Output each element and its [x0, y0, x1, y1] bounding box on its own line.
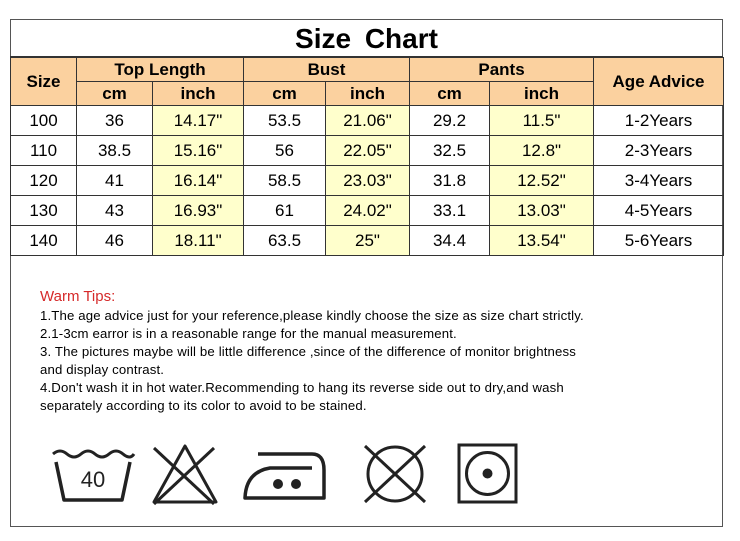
- cell-pants-inch: 11.5": [490, 106, 594, 136]
- cell-pants-cm: 33.1: [410, 196, 490, 226]
- wash-temperature-label: 40: [80, 467, 106, 492]
- cell-top-inch: 16.14": [153, 166, 244, 196]
- header-bust-inch: inch: [326, 82, 410, 106]
- cell-top-inch: 14.17": [153, 106, 244, 136]
- cell-bust-cm: 58.5: [244, 166, 326, 196]
- cell-bust-inch: 24.02": [326, 196, 410, 226]
- header-row-1: [11, 58, 724, 82]
- tip-line: separately according to its color to avoid to be stained.: [40, 398, 367, 413]
- warm-tips: [40, 288, 710, 415]
- cell-top-inch: 16.93": [153, 196, 244, 226]
- cell-top-inch: 18.11": [153, 226, 244, 256]
- cell-bust-cm: 63.5: [244, 226, 326, 256]
- tip-line: 1.The age advice just for your reference,please kindly choose the size as size chart strictly.: [40, 308, 584, 323]
- header-age-advice: Age Advice: [594, 58, 724, 106]
- cell-size: 130: [11, 196, 77, 226]
- tumble-dry-icon: [456, 440, 520, 506]
- table-row: [11, 106, 724, 136]
- cell-pants-cm: 34.4: [410, 226, 490, 256]
- cell-pants-cm: 29.2: [410, 106, 490, 136]
- tip-line: 2.1-3cm earror is in a reasonable range for the manual measurement.: [40, 326, 457, 341]
- header-pants-cm: cm: [410, 82, 490, 106]
- cell-pants-inch: 13.03": [490, 196, 594, 226]
- cell-pants-inch: 12.8": [490, 136, 594, 166]
- header-size: Size: [11, 58, 77, 106]
- cell-bust-inch: 22.05": [326, 136, 410, 166]
- header-pants: Pants: [410, 58, 594, 82]
- do-not-dry-clean-icon: [357, 440, 433, 506]
- cell-bust-cm: 56: [244, 136, 326, 166]
- size-chart-table: [10, 57, 724, 256]
- cell-size: 100: [11, 106, 77, 136]
- cell-top-cm: 46: [77, 226, 153, 256]
- cell-size: 110: [11, 136, 77, 166]
- cell-bust-inch: 23.03": [326, 166, 410, 196]
- table-row: [11, 136, 724, 166]
- cell-top-inch: 15.16": [153, 136, 244, 166]
- wash-40-icon: [50, 440, 136, 506]
- header-top-inch: inch: [153, 82, 244, 106]
- cell-age: 4-5Years: [594, 196, 724, 226]
- tip-line: 3. The pictures maybe will be little difference ,since of the difference of monitor brightness: [40, 344, 577, 359]
- table-row: [11, 226, 724, 256]
- header-pants-inch: inch: [490, 82, 594, 106]
- header-bust: Bust: [244, 58, 410, 82]
- table-row: [11, 166, 724, 196]
- cell-age: 1-2Years: [594, 106, 724, 136]
- page-title: Size Chart: [10, 19, 723, 57]
- header-bust-cm: cm: [244, 82, 326, 106]
- cell-size: 140: [11, 226, 77, 256]
- cell-bust-cm: 53.5: [244, 106, 326, 136]
- cell-bust-inch: 21.06": [326, 106, 410, 136]
- header-top-cm: cm: [77, 82, 153, 106]
- do-not-bleach-icon: [150, 440, 220, 506]
- tip-line: and display contrast.: [40, 362, 165, 377]
- iron-medium-icon: [240, 440, 330, 506]
- cell-age: 3-4Years: [594, 166, 724, 196]
- cell-age: 2-3Years: [594, 136, 724, 166]
- cell-pants-cm: 31.8: [410, 166, 490, 196]
- care-icons: [0, 440, 740, 510]
- cell-age: 5-6Years: [594, 226, 724, 256]
- cell-top-cm: 38.5: [77, 136, 153, 166]
- cell-top-cm: 43: [77, 196, 153, 226]
- cell-bust-cm: 61: [244, 196, 326, 226]
- cell-pants-inch: 13.54": [490, 226, 594, 256]
- cell-bust-inch: 25": [326, 226, 410, 256]
- tip-line: 4.Don't wash it in hot water.Recommending to hang its reverse side out to dry,and wash: [40, 380, 564, 395]
- header-top-length: Top Length: [77, 58, 244, 82]
- cell-top-cm: 36: [77, 106, 153, 136]
- cell-pants-cm: 32.5: [410, 136, 490, 166]
- warm-tips-heading: Warm Tips:: [40, 288, 116, 305]
- cell-size: 120: [11, 166, 77, 196]
- cell-pants-inch: 12.52": [490, 166, 594, 196]
- cell-top-cm: 41: [77, 166, 153, 196]
- table-row: [11, 196, 724, 226]
